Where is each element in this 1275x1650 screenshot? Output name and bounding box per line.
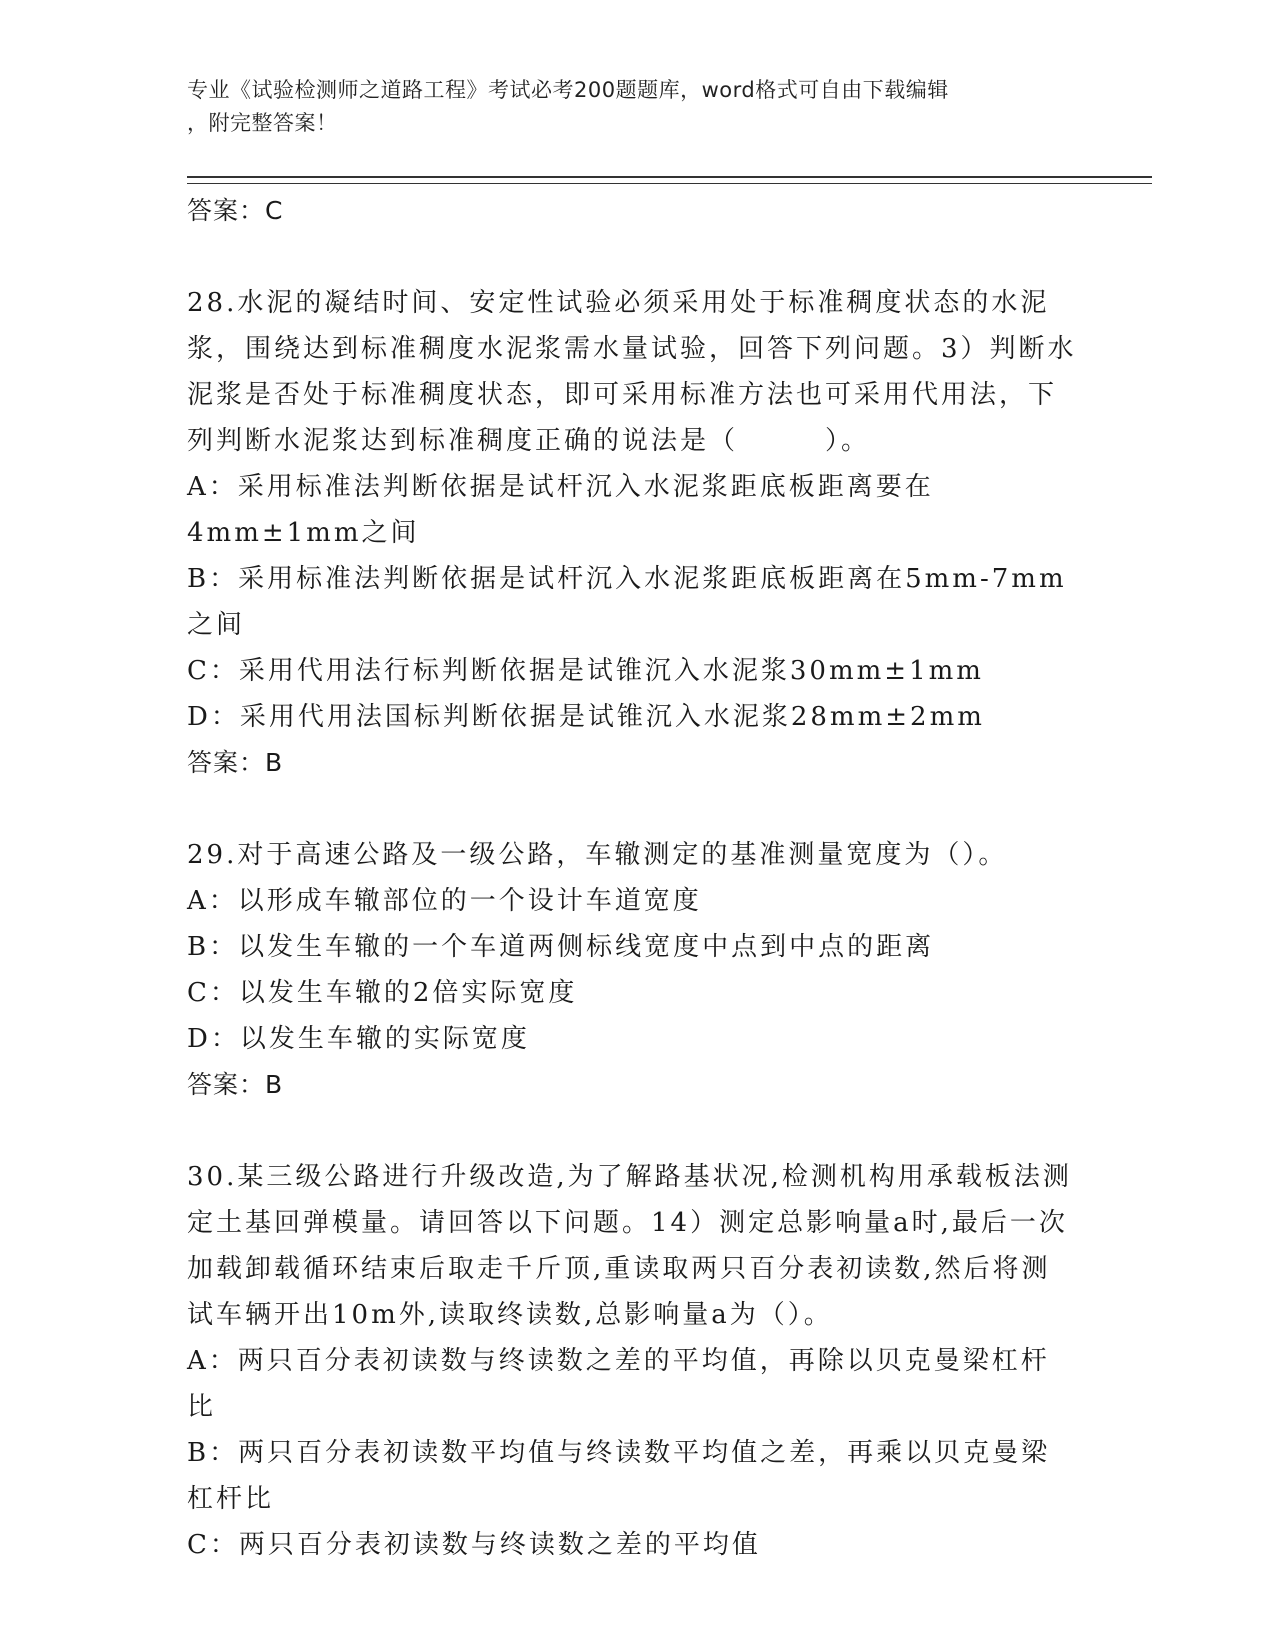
document-body bbox=[187, 188, 1077, 1568]
question-29-option-c: C：以发生车辙的2倍实际宽度 bbox=[187, 978, 578, 1008]
question-28-option-c: C：采用代用法行标判断依据是试锥沉入水泥浆30mm±1mm bbox=[187, 656, 984, 686]
question-30-option-c: C：两只百分表初读数与终读数之差的平均值 bbox=[187, 1530, 761, 1560]
question-28-answer: 答案：B bbox=[187, 748, 284, 777]
spacer bbox=[187, 1108, 1077, 1154]
question-30 bbox=[187, 1154, 1077, 1568]
question-29 bbox=[187, 832, 1077, 1108]
question-30-option-a: A：两只百分表初读数与终读数之差的平均值，再除以贝克曼梁杠杆比 bbox=[187, 1346, 1050, 1422]
question-28-option-a: A：采用标准法判断依据是试杆沉入水泥浆距底板距离要在4mm±1mm之间 bbox=[187, 472, 934, 548]
header-line-2: ，附完整答案！ bbox=[187, 111, 338, 135]
question-28 bbox=[187, 280, 1077, 786]
header-divider bbox=[187, 176, 1152, 184]
spacer bbox=[187, 786, 1077, 832]
question-29-option-d: D：以发生车辙的实际宽度 bbox=[187, 1024, 530, 1054]
question-29-option-b: B：以发生车辙的一个车道两侧标线宽度中点到中点的距离 bbox=[187, 932, 935, 962]
answer-prev: 答案：C bbox=[187, 196, 284, 225]
question-29-text: 29.对于高速公路及一级公路，车辙测定的基准测量宽度为（）。 bbox=[187, 840, 1008, 870]
question-30-option-b: B：两只百分表初读数平均值与终读数平均值之差，再乘以贝克曼梁杠杆比 bbox=[187, 1438, 1051, 1514]
document-header bbox=[187, 74, 1067, 140]
question-28-text: 28.水泥的凝结时间、安定性试验必须采用处于标准稠度状态的水泥浆，围绕达到标准稠度水泥浆需水量试验，回答下列问题。3）判断水泥浆是否处于标准稠度状态，即可采用标准方法也可采用代用法，下列判断水泥浆达到标准稠度正确的说法是（ ）。 bbox=[187, 288, 1077, 456]
question-28-option-d: D：采用代用法国标判断依据是试锥沉入水泥浆28mm±2mm bbox=[187, 702, 985, 732]
spacer bbox=[187, 234, 1077, 280]
question-28-option-b: B：采用标准法判断依据是试杆沉入水泥浆距底板距离在5mm-7mm之间 bbox=[187, 564, 1067, 640]
question-29-answer: 答案：B bbox=[187, 1070, 284, 1099]
question-29-option-a: A：以形成车辙部位的一个设计车道宽度 bbox=[187, 886, 702, 916]
header-line-1: 专业《试验检测师之道路工程》考试必考200题题库，word格式可自由下载编辑 bbox=[187, 78, 949, 102]
question-30-text: 30.某三级公路进行升级改造,为了解路基状况,检测机构用承载板法测定土基回弹模量。请回答以下问题。14）测定总影响量a时,最后一次加载卸载循环结束后取走千斤顶,重读取两只百分表初读数,然后将测试车辆开出10m外,读取终读数,总影响量a为（）。 bbox=[187, 1162, 1072, 1330]
